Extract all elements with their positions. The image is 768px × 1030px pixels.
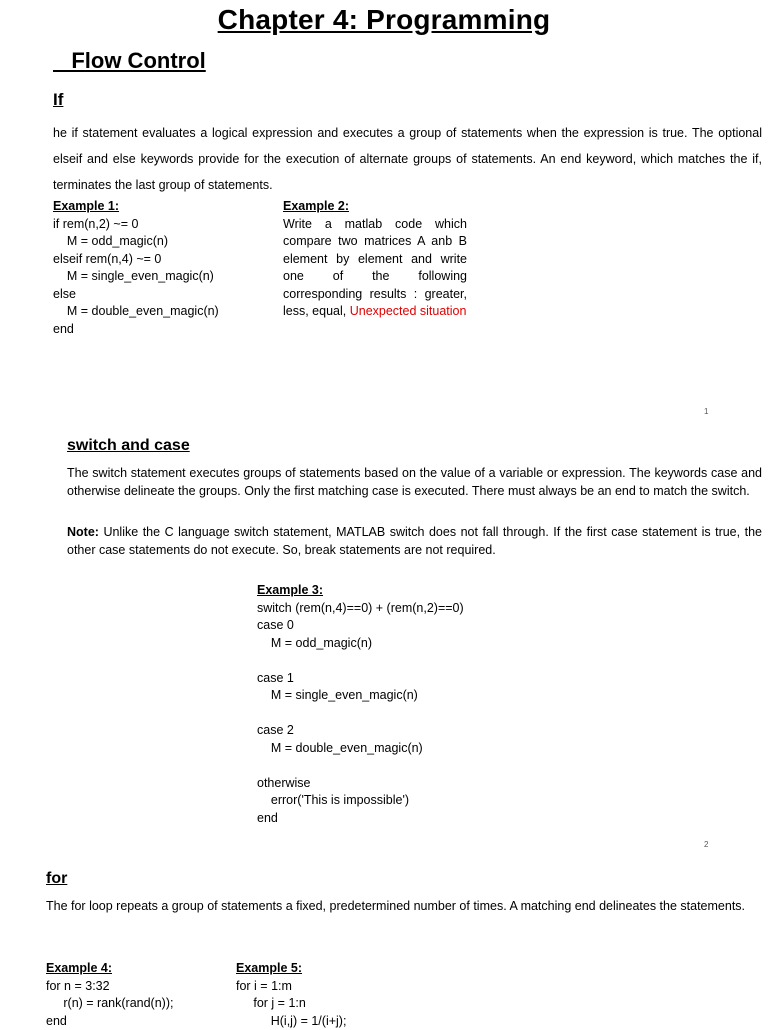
page-number: 2 bbox=[704, 840, 708, 849]
example-1-label: Example 1: bbox=[53, 198, 219, 216]
flow-control-heading: Flow Control bbox=[53, 48, 206, 74]
code-line: if rem(n,2) ~= 0 bbox=[53, 216, 219, 234]
code-line: M = double_even_magic(n) bbox=[53, 303, 219, 321]
code-line: case 0 bbox=[257, 617, 464, 635]
code-line: M = odd_magic(n) bbox=[257, 635, 464, 653]
code-line: H(i,j) = 1/(i+j); bbox=[236, 1013, 346, 1030]
code-line: elseif rem(n,4) ~= 0 bbox=[53, 251, 219, 269]
example-3-label: Example 3: bbox=[257, 582, 464, 600]
code-line: end bbox=[257, 810, 464, 828]
code-line: M = double_even_magic(n) bbox=[257, 740, 464, 758]
code-line bbox=[257, 652, 464, 670]
example-2 bbox=[283, 198, 467, 321]
example-2-red-text: Unexpected situation bbox=[350, 304, 467, 318]
example-3 bbox=[257, 582, 464, 827]
code-line: case 2 bbox=[257, 722, 464, 740]
note-text: Unlike the C language switch statement, MATLAB switch does not fall through. If the first case statement is true, the other case statements do not execute. So, break statements are not required. bbox=[67, 525, 762, 557]
example-1 bbox=[53, 198, 219, 338]
code-line: M = single_even_magic(n) bbox=[257, 687, 464, 705]
example-4 bbox=[46, 960, 173, 1030]
for-paragraph: The for loop repeats a group of statements a fixed, predetermined number of times. A matching end delineates the statements. bbox=[46, 897, 762, 915]
example-2-body bbox=[283, 216, 467, 321]
for-heading: for bbox=[46, 870, 67, 888]
code-line: switch (rem(n,4)==0) + (rem(n,2)==0) bbox=[257, 600, 464, 618]
code-line: otherwise bbox=[257, 775, 464, 793]
code-line: M = single_even_magic(n) bbox=[53, 268, 219, 286]
code-line: r(n) = rank(rand(n)); bbox=[46, 995, 173, 1013]
code-line: for n = 3:32 bbox=[46, 978, 173, 996]
chapter-title: Chapter 4: Programming bbox=[0, 4, 768, 36]
page-number: 1 bbox=[704, 407, 708, 416]
code-line: for j = 1:n bbox=[236, 995, 346, 1013]
code-line: end bbox=[53, 321, 219, 339]
example-2-text: Write a matlab code which compare two matrices A anb B element by element and write one of the following corresponding results : greater, less, equal, bbox=[283, 217, 467, 319]
switch-paragraph: The switch statement executes groups of statements based on the value of a variable or expression. The keywords case and otherwise delineate the groups. Only the first matching case is executed. There must always be an end to match the switch. bbox=[67, 464, 762, 500]
switch-heading: switch and case bbox=[67, 437, 190, 455]
example-4-label: Example 4: bbox=[46, 960, 173, 978]
example-2-label: Example 2: bbox=[283, 198, 467, 216]
if-paragraph: he if statement evaluates a logical expression and executes a group of statements when the expression is true. The optional elseif and else keywords provide for the execution of alternate groups of statements. An end keyword, which matches the if, terminates the last group of statements. bbox=[53, 120, 762, 198]
if-heading: If bbox=[53, 90, 63, 110]
example-5 bbox=[236, 960, 346, 1030]
code-line: case 1 bbox=[257, 670, 464, 688]
code-line bbox=[257, 757, 464, 775]
note-label: Note: bbox=[67, 525, 99, 539]
example-5-label: Example 5: bbox=[236, 960, 346, 978]
note-paragraph bbox=[67, 523, 762, 559]
code-line: end bbox=[46, 1013, 173, 1030]
code-line: M = odd_magic(n) bbox=[53, 233, 219, 251]
code-line bbox=[257, 705, 464, 723]
code-line: for i = 1:m bbox=[236, 978, 346, 996]
code-line: else bbox=[53, 286, 219, 304]
code-line: error('This is impossible') bbox=[257, 792, 464, 810]
